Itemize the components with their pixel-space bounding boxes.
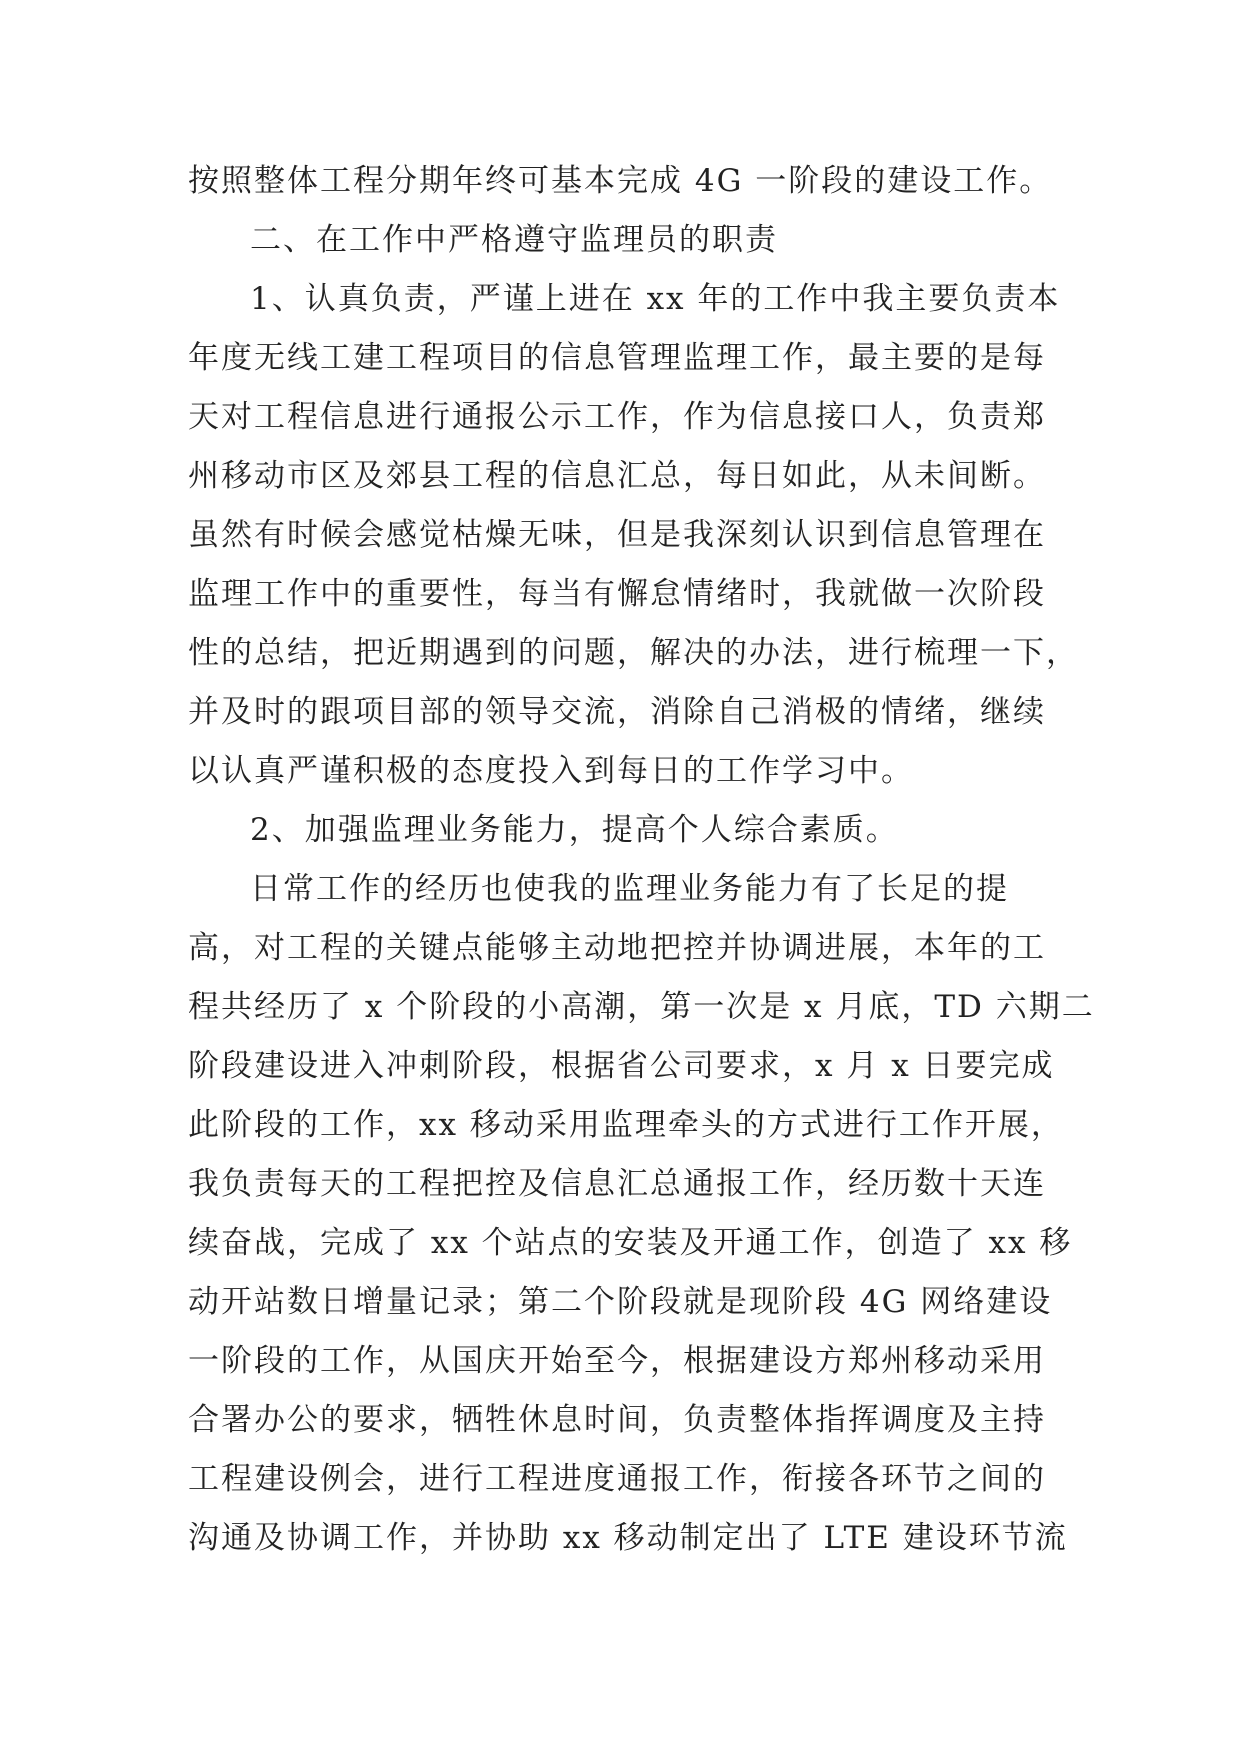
text-line bbox=[188, 1214, 1073, 1273]
text-line bbox=[188, 152, 1068, 211]
line-text: 合署办公的要求，牺牲休息时间，负责整体指挥调度及主持 bbox=[188, 1402, 1046, 1438]
line-text: 以认真严谨积极的态度投入到每日的工作学习中。 bbox=[188, 753, 914, 789]
line-text: 工程建设例会，进行工程进度通报工作，衔接各环节之间的 bbox=[188, 1461, 1046, 1497]
text-line bbox=[188, 565, 1068, 624]
text-line bbox=[188, 329, 1068, 388]
text-line bbox=[188, 506, 1068, 565]
text-line bbox=[188, 624, 1079, 683]
line-text: 虽然有时候会感觉枯燥无味，但是我深刻认识到信息管理在 bbox=[188, 517, 1046, 553]
line-text: 动开站数日增量记录；第二个阶段就是现阶段 4G 网络建设 bbox=[188, 1284, 1053, 1320]
line-text: 州移动市区及郊县工程的信息汇总，每日如此，从未间断。 bbox=[188, 458, 1046, 494]
text-line bbox=[188, 1450, 1068, 1509]
line-text: 年度无线工建工程项目的信息管理监理工作，最主要的是每 bbox=[188, 340, 1046, 376]
line-text: 日常工作的经历也使我的监理业务能力有了长足的提 bbox=[250, 871, 1009, 907]
line-text: 天对工程信息进行通报公示工作，作为信息接口人，负责郑 bbox=[188, 399, 1046, 435]
line-text: 性的总结，把近期遇到的问题，解决的办法，进行梳理一下， bbox=[188, 635, 1079, 671]
text-line bbox=[188, 683, 1068, 742]
line-text: 按照整体工程分期年终可基本完成 4G 一阶段的建设工作。 bbox=[188, 163, 1053, 199]
line-text: 阶段建设进入冲刺阶段，根据省公司要求，x 月 x 日要完成 bbox=[188, 1048, 1055, 1084]
text-line bbox=[188, 1273, 1068, 1332]
text-line bbox=[188, 919, 1068, 978]
text-line bbox=[188, 1332, 1068, 1391]
line-text: 2、加强监理业务能力，提高个人综合素质。 bbox=[250, 812, 899, 848]
text-line bbox=[188, 447, 1068, 506]
line-text: 高，对工程的关键点能够主动地把控并协调进展，本年的工 bbox=[188, 930, 1046, 966]
text-line bbox=[188, 978, 1095, 1037]
line-text: 一阶段的工作，从国庆开始至今，根据建设方郑州移动采用 bbox=[188, 1343, 1046, 1379]
text-line bbox=[188, 1037, 1068, 1096]
text-line bbox=[188, 1155, 1068, 1214]
text-line bbox=[188, 1391, 1068, 1450]
text-line bbox=[188, 742, 1068, 801]
text-line bbox=[188, 1509, 1068, 1568]
line-text: 沟通及协调工作，并协助 xx 移动制定出了 LTE 建设环节流 bbox=[188, 1520, 1068, 1556]
text-line bbox=[188, 270, 1068, 329]
line-text: 二、在工作中严格遵守监理员的职责 bbox=[250, 222, 778, 258]
text-line bbox=[188, 801, 1068, 860]
line-text: 续奋战，完成了 xx 个站点的安装及开通工作，创造了 xx 移 bbox=[188, 1225, 1073, 1261]
document-body bbox=[188, 152, 1095, 1568]
line-text: 1、认真负责，严谨上进在 xx 年的工作中我主要负责本 bbox=[250, 281, 1061, 317]
section-heading bbox=[188, 211, 1068, 270]
line-text: 并及时的跟项目部的领导交流，消除自己消极的情绪，继续 bbox=[188, 694, 1046, 730]
line-text: 监理工作中的重要性，每当有懈怠情绪时，我就做一次阶段 bbox=[188, 576, 1046, 612]
line-text: 此阶段的工作，xx 移动采用监理牵头的方式进行工作开展， bbox=[188, 1107, 1064, 1143]
text-line bbox=[188, 1096, 1068, 1155]
text-line bbox=[188, 860, 1068, 919]
line-text: 程共经历了 x 个阶段的小高潮，第一次是 x 月底，TD 六期二 bbox=[188, 989, 1095, 1025]
text-line bbox=[188, 388, 1068, 447]
line-text: 我负责每天的工程把控及信息汇总通报工作，经历数十天连 bbox=[188, 1166, 1046, 1202]
